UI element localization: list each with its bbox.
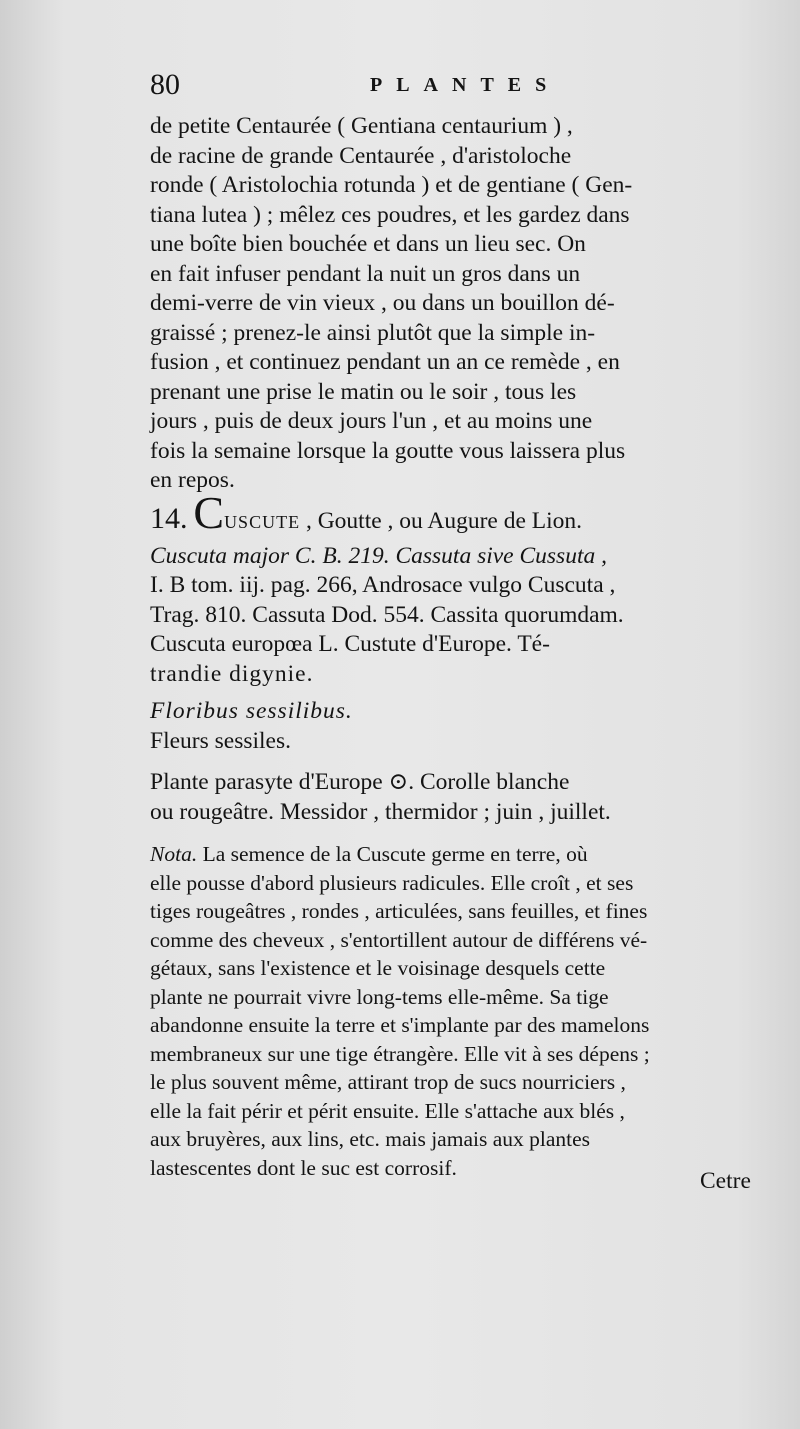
nota-first-line: La semence de la Cuscute germe en terre, où xyxy=(202,842,588,866)
synonym-line: trandie digynie. xyxy=(150,660,314,687)
article-title: USCUTE xyxy=(224,512,301,532)
text-line: en repos. xyxy=(150,467,235,493)
text-line: fusion , et continuez pendant un an ce remède , en xyxy=(150,349,620,375)
article-cuscute xyxy=(150,487,770,827)
text-line: en fait infuser pendant la nuit un gros dans un xyxy=(150,260,581,287)
flower-notes xyxy=(150,697,770,756)
nota-line: plante ne pourrait vivre long-tems elle-même. Sa tige xyxy=(150,984,609,1009)
text-line: demi-verre de vin vieux , ou dans un bouillon dé- xyxy=(150,290,615,316)
text-line: tiana lutea ) ; mêlez ces poudres, et les gardez dans xyxy=(150,201,630,228)
nota-line: lastescentes dont le suc est corrosif. xyxy=(150,1155,457,1180)
synonym-line: Cuscuta europœa L. Custute d'Europe. Té- xyxy=(150,631,550,657)
description-line: Plante parasyte d'Europe ⊙. Corolle blanche xyxy=(150,769,570,795)
catchword: Cetre xyxy=(700,1168,751,1194)
article-heading xyxy=(150,487,770,538)
nota-paragraph xyxy=(150,840,770,1182)
nota-line: tiges rougeâtres , rondes , articulées, sans feuilles, et fines xyxy=(150,899,648,923)
nota-line: elle la fait périr et périt ensuite. Elle s'attache aux blés , xyxy=(150,1098,625,1123)
text-line: jours , puis de deux jours l'un , et au moins une xyxy=(150,408,593,434)
nota-line: gétaux, sans l'existence et le voisinage desquels cette xyxy=(150,956,606,980)
text-line: prenant une prise le matin ou le soir , tous les xyxy=(150,378,577,405)
nota-line: abandonne ensuite la terre et s'implante par des mamelons xyxy=(150,1013,650,1037)
nota-line: elle pousse d'abord plusieurs radicules. Elle croît , et ses xyxy=(150,870,634,895)
synonym-line: Trag. 810. Cassuta Dod. 554. Cassita quorumdam. xyxy=(150,601,624,628)
text-line: ronde ( Aristolochia rotunda ) et de gentiane ( Gen- xyxy=(150,172,633,198)
text-line: de petite Centaurée ( Gentiana centaurium ) , xyxy=(150,113,573,139)
synonym-block xyxy=(150,542,770,690)
article-number: 14. xyxy=(150,502,188,535)
latin-note: Floribus sessilibus. xyxy=(150,698,353,724)
nota-line: le plus souvent même, attirant trop de sucs nourriciers , xyxy=(150,1070,626,1094)
text-line: graissé ; prenez-le ainsi plutôt que la simple in- xyxy=(150,319,596,346)
running-head: PLANTES xyxy=(370,74,561,96)
nota-line xyxy=(150,840,770,869)
french-note: Fleurs sessiles. xyxy=(150,727,291,754)
nota-line: membraneux sur une tige étrangère. Elle vit à ses dépens ; xyxy=(150,1041,650,1066)
dropcap-letter: C xyxy=(193,487,225,538)
text-line: fois la semaine lorsque la goutte vous laissera plus xyxy=(150,437,626,464)
article-title-tail: , Goutte , ou Augure de Lion. xyxy=(305,508,583,534)
synonym-line: Cuscuta major C. B. 219. Cassuta sive Cussuta , xyxy=(150,542,607,569)
page-header xyxy=(150,68,570,108)
text-line: de racine de grande Centaurée , d'aristoloche xyxy=(150,142,572,169)
nota-line: comme des cheveux , s'entortillent autour de différens vé- xyxy=(150,927,648,952)
page-number: 80 xyxy=(150,68,180,101)
description-line: ou rougeâtre. Messidor , thermidor ; juin , juillet. xyxy=(150,798,611,825)
synonym-line: I. B tom. iij. pag. 266, Androsace vulgo Cuscuta , xyxy=(150,572,616,598)
nota-line: aux bruyères, aux lins, etc. mais jamais aux plantes xyxy=(150,1127,591,1151)
nota-label: Nota. xyxy=(150,842,198,866)
text-line: une boîte bien bouchée et dans un lieu sec. On xyxy=(150,231,586,257)
plant-description xyxy=(150,768,770,827)
recipe-paragraph xyxy=(150,112,770,496)
